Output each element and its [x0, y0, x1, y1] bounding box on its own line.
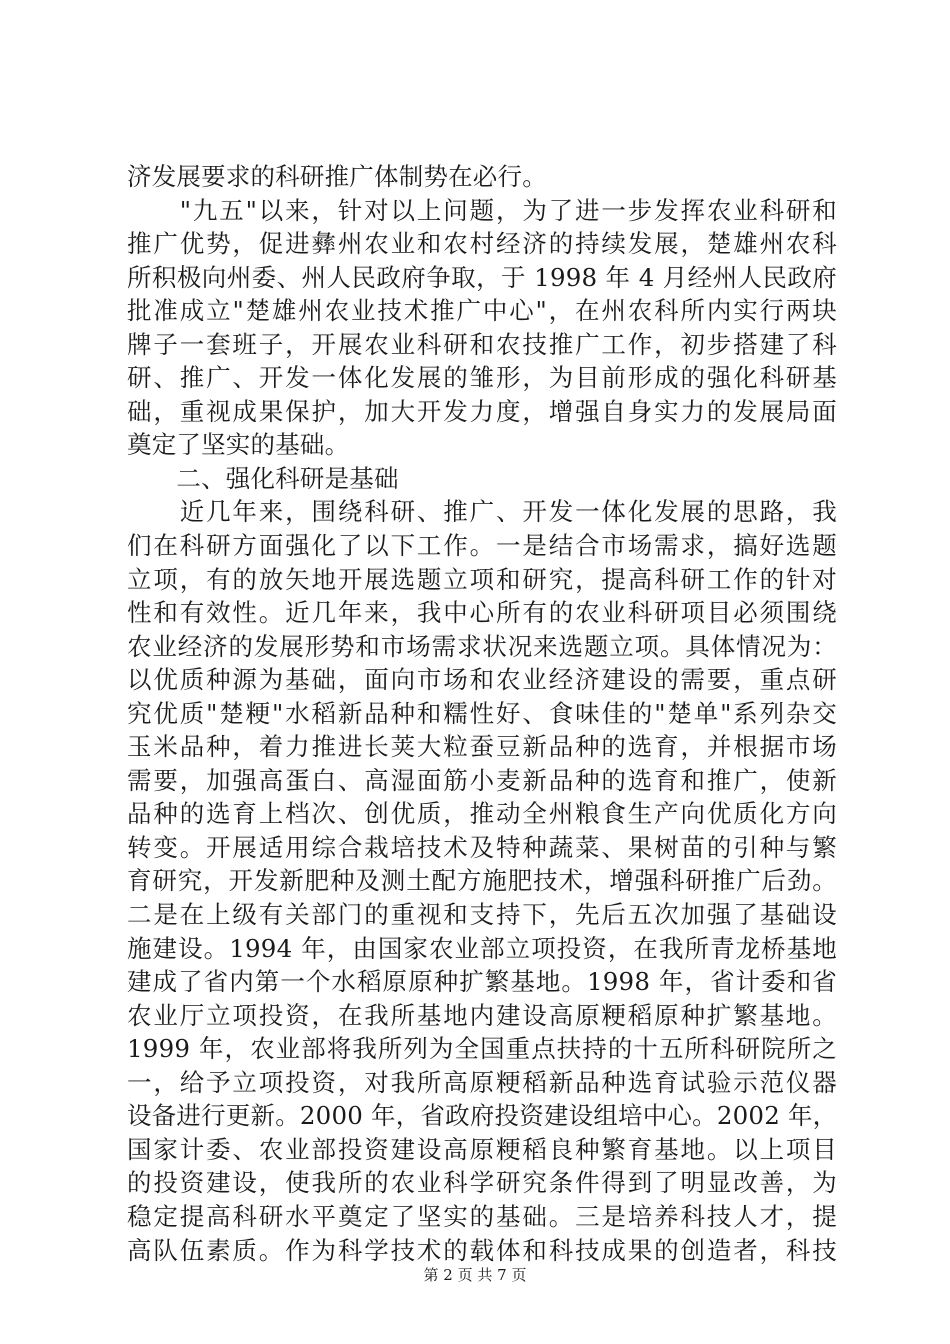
- page-footer: 第 2 页 共 7 页: [423, 1266, 527, 1284]
- text-line: 研、推广、开发一体化发展的雏形，为目前形成的强化科研基: [127, 363, 837, 393]
- text-line: 农业经济的发展形势和市场需求状况来选题立项。具体情况为：: [127, 631, 837, 661]
- text-line: 批准成立"楚雄州农业技术推广中心"，在州农科所内实行两块: [127, 296, 837, 326]
- text-line: 牌子一套班子，开展农业科研和农技推广工作，初步搭建了科: [127, 329, 837, 359]
- text-line: 性和有效性。近几年来，我中心所有的农业科研项目必须围绕: [127, 598, 837, 628]
- text-line: 一，给予立项投资，对我所高原粳稻新品种选育试验示范仪器: [127, 1067, 837, 1097]
- text-line: 品种的选育上档次、创优质，推动全州粮食生产向优质化方向: [127, 799, 837, 829]
- text-line: 1999 年，农业部将我所列为全国重点扶持的十五所科研院所之: [127, 1034, 837, 1064]
- text-line: "九五"以来，针对以上问题，为了进一步发挥农业科研和: [127, 195, 837, 225]
- text-line: 推广优势，促进彝州农业和农村经济的持续发展，楚雄州农科: [127, 229, 837, 259]
- text-line: 高队伍素质。作为科学技术的载体和科技成果的创造者，科技: [127, 1235, 837, 1265]
- text-line: 施建设。1994 年，由国家农业部立项投资，在我所青龙桥基地: [127, 933, 837, 963]
- text-line: 究优质"楚粳"水稻新品种和糯性好、食味佳的"楚单"系列杂交: [127, 698, 837, 728]
- text-line: 的投资建设，使我所的农业科学研究条件得到了明显改善，为: [127, 1168, 837, 1198]
- text-line: 立项，有的放矢地开展选题立项和研究，提高科研工作的针对: [127, 564, 837, 594]
- text-line: 础，重视成果保护，加大开发力度，增强自身实力的发展局面: [127, 396, 837, 426]
- text-line: 需要，加强高蛋白、高湿面筋小麦新品种的选育和推广，使新: [127, 765, 837, 795]
- text-line: 以优质种源为基础，面向市场和农业经济建设的需要，重点研: [127, 665, 837, 695]
- text-line: 近几年来，围绕科研、推广、开发一体化发展的思路，我: [127, 497, 837, 527]
- text-line: 所积极向州委、州人民政府争取，于 1998 年 4 月经州人民政府: [127, 262, 837, 292]
- text-line: 二是在上级有关部门的重视和支持下，先后五次加强了基础设: [127, 900, 837, 930]
- text-line: 建成了省内第一个水稻原原种扩繁基地。1998 年，省计委和省: [127, 967, 837, 997]
- text-line: 农业厅立项投资，在我所基地内建设高原粳稻原种扩繁基地。: [127, 1000, 837, 1030]
- text-line: 玉米品种，着力推进长荚大粒蚕豆新品种的选育，并根据市场: [127, 732, 837, 762]
- text-line: 们在科研方面强化了以下工作。一是结合市场需求，搞好选题: [127, 531, 837, 561]
- text-line: 奠定了坚实的基础。: [127, 430, 350, 460]
- text-line: 转变。开展适用综合栽培技术及特种蔬菜、果树苗的引种与繁: [127, 832, 837, 862]
- body-text: [127, 160, 837, 1267]
- text-line: 二、强化科研是基础: [127, 463, 399, 493]
- text-line: 育研究，开发新肥种及测土配方施肥技术，增强科研推广后劲。: [127, 866, 837, 896]
- text-line: 稳定提高科研水平奠定了坚实的基础。三是培养科技人才，提: [127, 1201, 837, 1231]
- text-line: 济发展要求的科研推广体制势在必行。: [127, 162, 547, 191]
- text-line: 设备进行更新。2000 年，省政府投资建设组培中心。2002 年，: [127, 1101, 838, 1131]
- text-line: 国家计委、农业部投资建设高原粳稻良种繁育基地。以上项目: [127, 1134, 837, 1164]
